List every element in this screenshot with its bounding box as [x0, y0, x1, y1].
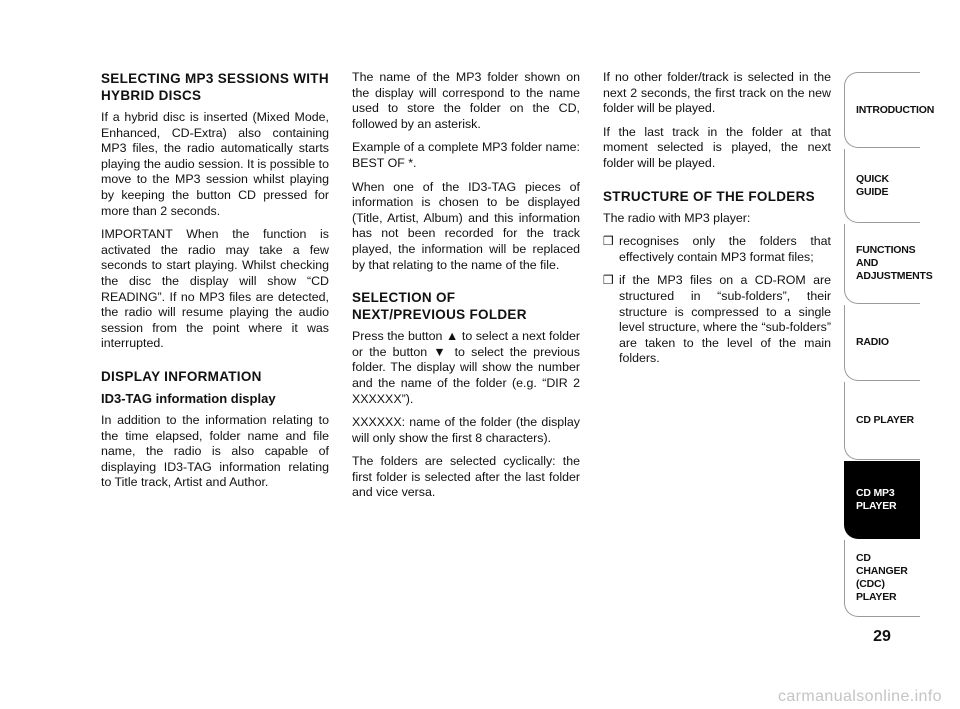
list-item-text: if the MP3 files on a CD-ROM are structured in “sub-folders”, their structure is compressed to a single level structure, where the “sub-folders” are taken to the level of the main folders.	[619, 273, 831, 366]
paragraph: If no other folder/track is selected in the next 2 seconds, the first track on the new folder will be played.	[603, 70, 831, 116]
paragraph: The radio with MP3 player:	[603, 210, 751, 225]
paragraph-folder-buttons	[352, 329, 580, 407]
tab-label: FUNCTIONS AND ADJUSTMENTS	[856, 244, 933, 282]
checkbox-bullet-icon: ❒	[603, 234, 614, 249]
paragraph: The folders are selected cyclically: the first folder is selected after the last folder and vice versa.	[352, 454, 580, 500]
page-number: 29	[873, 628, 891, 645]
heading-line: SELECTION OF	[352, 290, 456, 306]
checkbox-bullet-icon: ❒	[603, 273, 614, 288]
watermark: carmanualsonline.info	[777, 688, 942, 705]
heading-hybrid-discs: SELECTING MP3 SESSIONS WITH HYBRID DISCS	[101, 71, 329, 103]
paragraph: IMPORTANT When the function is activated the radio may take a few seconds to start playing. Whilst checking the disc the display will show “CD READING”. If no MP3 files are detected, the radio will resume playing the audio session from the point where it was interrupted.	[101, 227, 329, 351]
text-fragment: to select the previous folder. The display will show the number and the name of the folder (e.g. “DIR 2 XXXXXX”).	[352, 344, 581, 406]
tab-label: INTRODUCTION	[856, 103, 935, 116]
tab-cd-changer-player[interactable]	[844, 540, 920, 617]
paragraph: When one of the ID3-TAG pieces of information is chosen to be displayed (Title, Artist, Album) and this information has not been recorded for the track played, the information will be replaced by that relating to the name of the file.	[352, 179, 580, 272]
list-item	[603, 234, 831, 265]
tab-cd-mp3-player[interactable]	[844, 461, 920, 539]
tab-label: CD CHANGER (CDC) PLAYER	[856, 552, 908, 603]
paragraph: In addition to the information relating to the time elapsed, folder name and file name, the radio is also capable of displaying ID3-TAG information relating to Title track, Artist and Author.	[101, 412, 329, 490]
list-item-text: recognises only the folders that effectively contain MP3 format files;	[619, 234, 831, 264]
heading-display-information: DISPLAY INFORMATION	[101, 368, 262, 384]
triangle-up-icon: ▲	[445, 329, 459, 344]
tab-label: QUICK GUIDE	[856, 172, 889, 198]
tab-label: CD MP3 PLAYER	[856, 486, 897, 512]
column-right	[603, 70, 831, 375]
tab-quick-guide[interactable]	[844, 149, 920, 223]
column-left	[101, 70, 329, 499]
subheading-id3-tag: ID3-TAG information display	[101, 390, 276, 406]
triangle-down-icon: ▼	[433, 344, 449, 359]
heading-line: NEXT/PREVIOUS FOLDER	[352, 307, 527, 323]
list-item	[603, 273, 831, 367]
tab-radio[interactable]	[844, 305, 920, 381]
heading-selection-folder	[352, 289, 580, 323]
tab-functions-and-adjustments[interactable]	[844, 224, 933, 304]
tab-label: CD PLAYER	[856, 414, 914, 426]
paragraph: Example of a complete MP3 folder name: BEST OF *.	[352, 140, 580, 170]
heading-structure-folders: STRUCTURE OF THE FOLDERS	[603, 188, 815, 204]
tab-label: RADIO	[856, 336, 889, 348]
paragraph: The name of the MP3 folder shown on the display will correspond to the name used to store the folder on the CD, followed by an asterisk.	[352, 70, 580, 131]
bullet-list	[603, 234, 831, 367]
paragraph: If the last track in the folder at that moment selected is played, the next folder will be played.	[603, 124, 831, 170]
paragraph: If a hybrid disc is inserted (Mixed Mode, Enhanced, CD-Extra) also containing MP3 files, the radio automatically starts playing the audio session. It is possible to move to the MP3 session whilst playing by keeping the button CD pressed for more than 2 seconds.	[101, 110, 329, 218]
text-fragment: to select a next folder or the button	[352, 329, 581, 359]
column-middle	[352, 70, 580, 509]
tab-introduction[interactable]	[844, 72, 935, 148]
text-fragment: Press the button	[352, 329, 443, 344]
tab-cd-player[interactable]	[844, 382, 920, 460]
paragraph: XXXXXX: name of the folder (the display will only show the first 8 characters).	[352, 415, 580, 445]
